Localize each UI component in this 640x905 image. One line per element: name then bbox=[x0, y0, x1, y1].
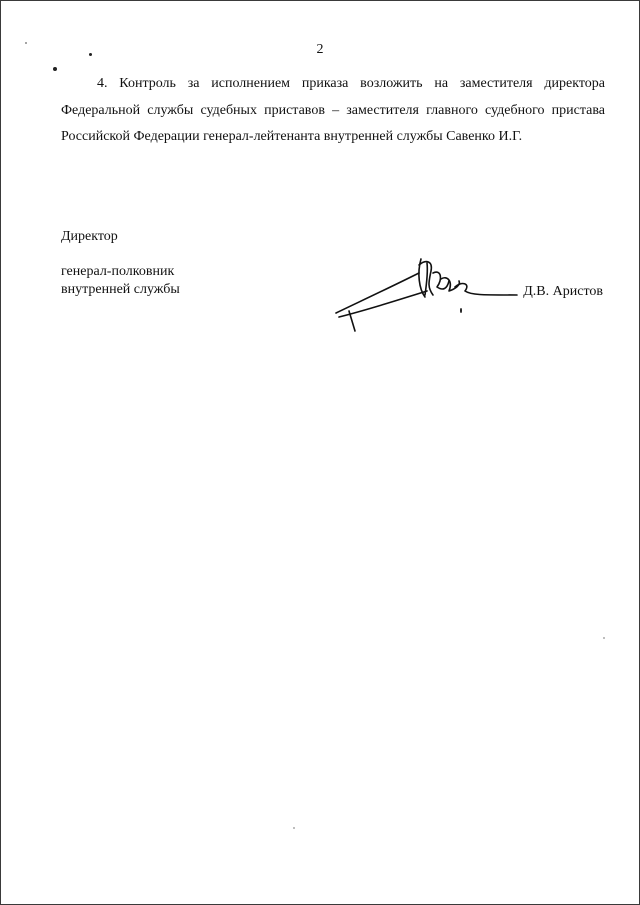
rank-line-2: внутренней службы bbox=[61, 282, 180, 297]
signatory-name: Д.В. Аристов bbox=[523, 284, 603, 299]
page-number: 2 bbox=[316, 42, 324, 57]
order-paragraph: 4. Контроль за исполнением приказа возложить на заместителя директора Федеральной службы судебных приставов – заместителя главного судебного пристава Российской Федерации генерал-лейтенанта внутренней службы Савенко И.Г. bbox=[61, 76, 605, 144]
scan-speck bbox=[293, 827, 295, 829]
rank-line-1: генерал-полковник bbox=[61, 264, 175, 279]
signatory-rank bbox=[61, 263, 180, 299]
scan-speck bbox=[603, 637, 605, 639]
signatory-title: Директор bbox=[61, 229, 118, 244]
handwritten-signature bbox=[331, 251, 521, 336]
scan-speck bbox=[53, 67, 57, 71]
